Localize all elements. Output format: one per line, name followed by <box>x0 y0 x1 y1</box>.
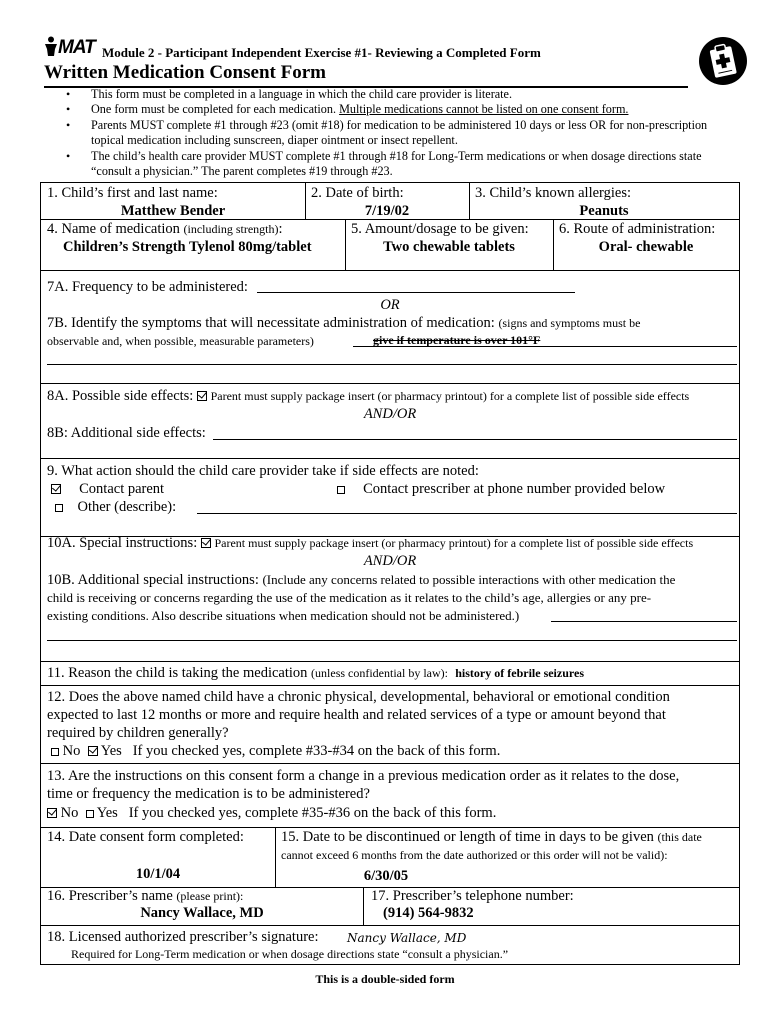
q14-label: 14. Date consent form completed: <box>47 829 244 845</box>
checkbox-checked[interactable] <box>51 484 61 494</box>
q10a-label: 10A. Special instructions: Parent must supply package insert (or pharmacy printout) for a complete list of possible side effects <box>47 535 694 551</box>
q4-label: 4. Name of medication (including strength): <box>47 221 283 237</box>
q18-note: Required for Long-Term medication or when dosage directions state “consult a physician.” <box>71 947 509 961</box>
q3-value: Peanuts <box>579 203 629 219</box>
q7b-value: give if temperature is over 101°F <box>373 333 541 347</box>
q5-value: Two chewable tablets <box>383 239 515 255</box>
q2-value: 7/19/02 <box>364 203 410 219</box>
q12-line-1: 12. Does the above named child have a chronic physical, developmental, behavioral or emotional condition <box>47 689 670 705</box>
checkbox-checked[interactable] <box>197 391 207 401</box>
checkbox-checked[interactable] <box>201 538 211 548</box>
q14-value: 10/1/04 <box>135 866 181 882</box>
checkbox-unchecked[interactable] <box>55 504 63 512</box>
q3-label: 3. Child’s known allergies: <box>475 185 632 201</box>
q8a-label: 8A. Possible side effects: Parent must supply package insert (or pharmacy printout) for a complete list of possible side effects <box>47 388 690 404</box>
row-divider <box>41 270 739 271</box>
q15-label: 15. Date to be discontinued or length of time in days to be given (this date <box>281 829 702 845</box>
medical-clipboard-icon <box>698 36 748 86</box>
person-icon <box>44 36 58 56</box>
checkbox-checked[interactable] <box>88 746 98 756</box>
q15-paren: cannot exceed 6 months from the date authorized or this order will not be valid): <box>281 848 668 862</box>
q10b-label: 10B. Additional special instructions: (Include any concerns related to possible interactions with other medication the <box>47 572 676 588</box>
q9-other-line <box>197 513 737 514</box>
q7a-answer-line <box>257 292 575 293</box>
checkbox-unchecked[interactable] <box>86 810 94 818</box>
bullet-item: • The child’s health care provider MUST complete #1 through #18 for Long-Term medications or when dosage directions state “consult a physician.” The parent completes #19 through #23. <box>91 149 770 180</box>
andor-label-2: AND/OR <box>363 553 417 569</box>
bullet-item: • One form must be completed for each medication. Multiple medications cannot be listed on one consent form. <box>91 102 770 117</box>
q10b-answer-line-2 <box>47 640 737 641</box>
q9-option-other[interactable]: Other (describe): <box>55 499 176 516</box>
row-divider <box>41 685 739 686</box>
or-label: OR <box>380 297 400 313</box>
q1-label: 1. Child’s first and last name: <box>47 185 218 201</box>
q7b-answer-line <box>353 346 737 347</box>
row-divider <box>41 763 739 764</box>
checkbox-checked[interactable] <box>47 808 57 818</box>
consent-form <box>40 182 740 965</box>
q17-label: 17. Prescriber’s telephone number: <box>371 888 574 904</box>
row-divider <box>41 661 739 662</box>
bullet-item: • Parents MUST complete #1 through #23 (omit #18) for medication to be administered 10 days or less OR for non-prescription topical medication including sunscreen, diaper ointment or insect repellent. <box>91 118 770 149</box>
q13-line-1: 13. Are the instructions on this consent form a change in a previous medication order as it relates to the dose, <box>47 768 680 784</box>
instruction-list <box>44 87 770 179</box>
q2-label: 2. Date of birth: <box>311 185 404 201</box>
q7b-answer-line-2 <box>47 364 737 365</box>
checkbox-unchecked[interactable] <box>337 486 345 494</box>
q18-label: 18. Licensed authorized prescriber’s signature: <box>47 929 319 945</box>
q7b-label: 7B. Identify the symptoms that will necessitate administration of medication: (signs and symptoms must be <box>47 315 641 331</box>
q1-value: Matthew Bender <box>120 203 226 219</box>
q16-value: Nancy Wallace, MD <box>140 905 264 921</box>
q10b-paren-2: child is receiving or concerns regarding the use of the medication as it relates to the child’s age, allergies or any pre- <box>47 590 652 605</box>
q11-label: 11. Reason the child is taking the medication (unless confidential by law): history of febrile seizures <box>47 665 584 681</box>
q13-options[interactable]: No Yes If you checked yes, complete #35-#36 on the back of this form. <box>47 805 496 822</box>
row-divider <box>41 383 739 384</box>
row-divider <box>41 458 739 459</box>
checkbox-unchecked[interactable] <box>51 748 59 756</box>
module-line: Module 2 - Participant Independent Exercise #1- Reviewing a Completed Form <box>102 45 541 60</box>
logo-text: MAT <box>58 37 95 58</box>
q10b-paren-3: existing conditions. Also describe situations when medication should not be administered.) <box>47 608 520 623</box>
page-title: Written Medication Consent Form <box>44 62 326 83</box>
q17-value: (914) 564-9832 <box>383 905 474 921</box>
q7b-paren: observable and, when possible, measurable parameters) <box>47 334 314 348</box>
q9-option-contact-parent[interactable]: Contact parent <box>51 481 164 498</box>
q12-options[interactable]: No Yes If you checked yes, complete #33-#34 on the back of this form. <box>51 743 500 760</box>
q7a-label: 7A. Frequency to be administered: <box>47 279 248 295</box>
q4-value: Children’s Strength Tylenol 80mg/tablet <box>63 239 312 255</box>
q5-label: 5. Amount/dosage to be given: <box>351 221 529 237</box>
footer-note: This is a double-sided form <box>315 972 455 986</box>
q12-line-2: expected to last 12 months or more and require health and related services of a type or amount beyond that <box>47 707 666 723</box>
q10b-answer-line <box>551 621 737 622</box>
q13-line-2: time or frequency the medication is to be administered? <box>47 786 370 802</box>
q9-option-contact-prescriber[interactable]: Contact prescriber at phone number provided below <box>337 481 665 498</box>
q9-label: 9. What action should the child care provider take if side effects are noted: <box>47 463 479 479</box>
row-divider <box>41 925 739 926</box>
q8b-label: 8B: Additional side effects: <box>47 425 206 441</box>
prescriber-signature: Nancy Wallace, MD <box>347 931 467 945</box>
q6-value: Oral- chewable <box>598 239 694 255</box>
q8b-answer-line <box>213 439 737 440</box>
col-divider <box>363 887 364 925</box>
q15-value: 6/30/05 <box>363 868 409 884</box>
bullet-item: • This form must be completed in a language in which the child care provider is literate. <box>91 87 770 102</box>
andor-label: AND/OR <box>363 406 417 422</box>
row-divider <box>41 827 739 828</box>
q12-line-3: required by children generally? <box>47 725 229 741</box>
q16-label: 16. Prescriber’s name (please print): <box>47 888 244 904</box>
q6-label: 6. Route of administration: <box>559 221 716 237</box>
